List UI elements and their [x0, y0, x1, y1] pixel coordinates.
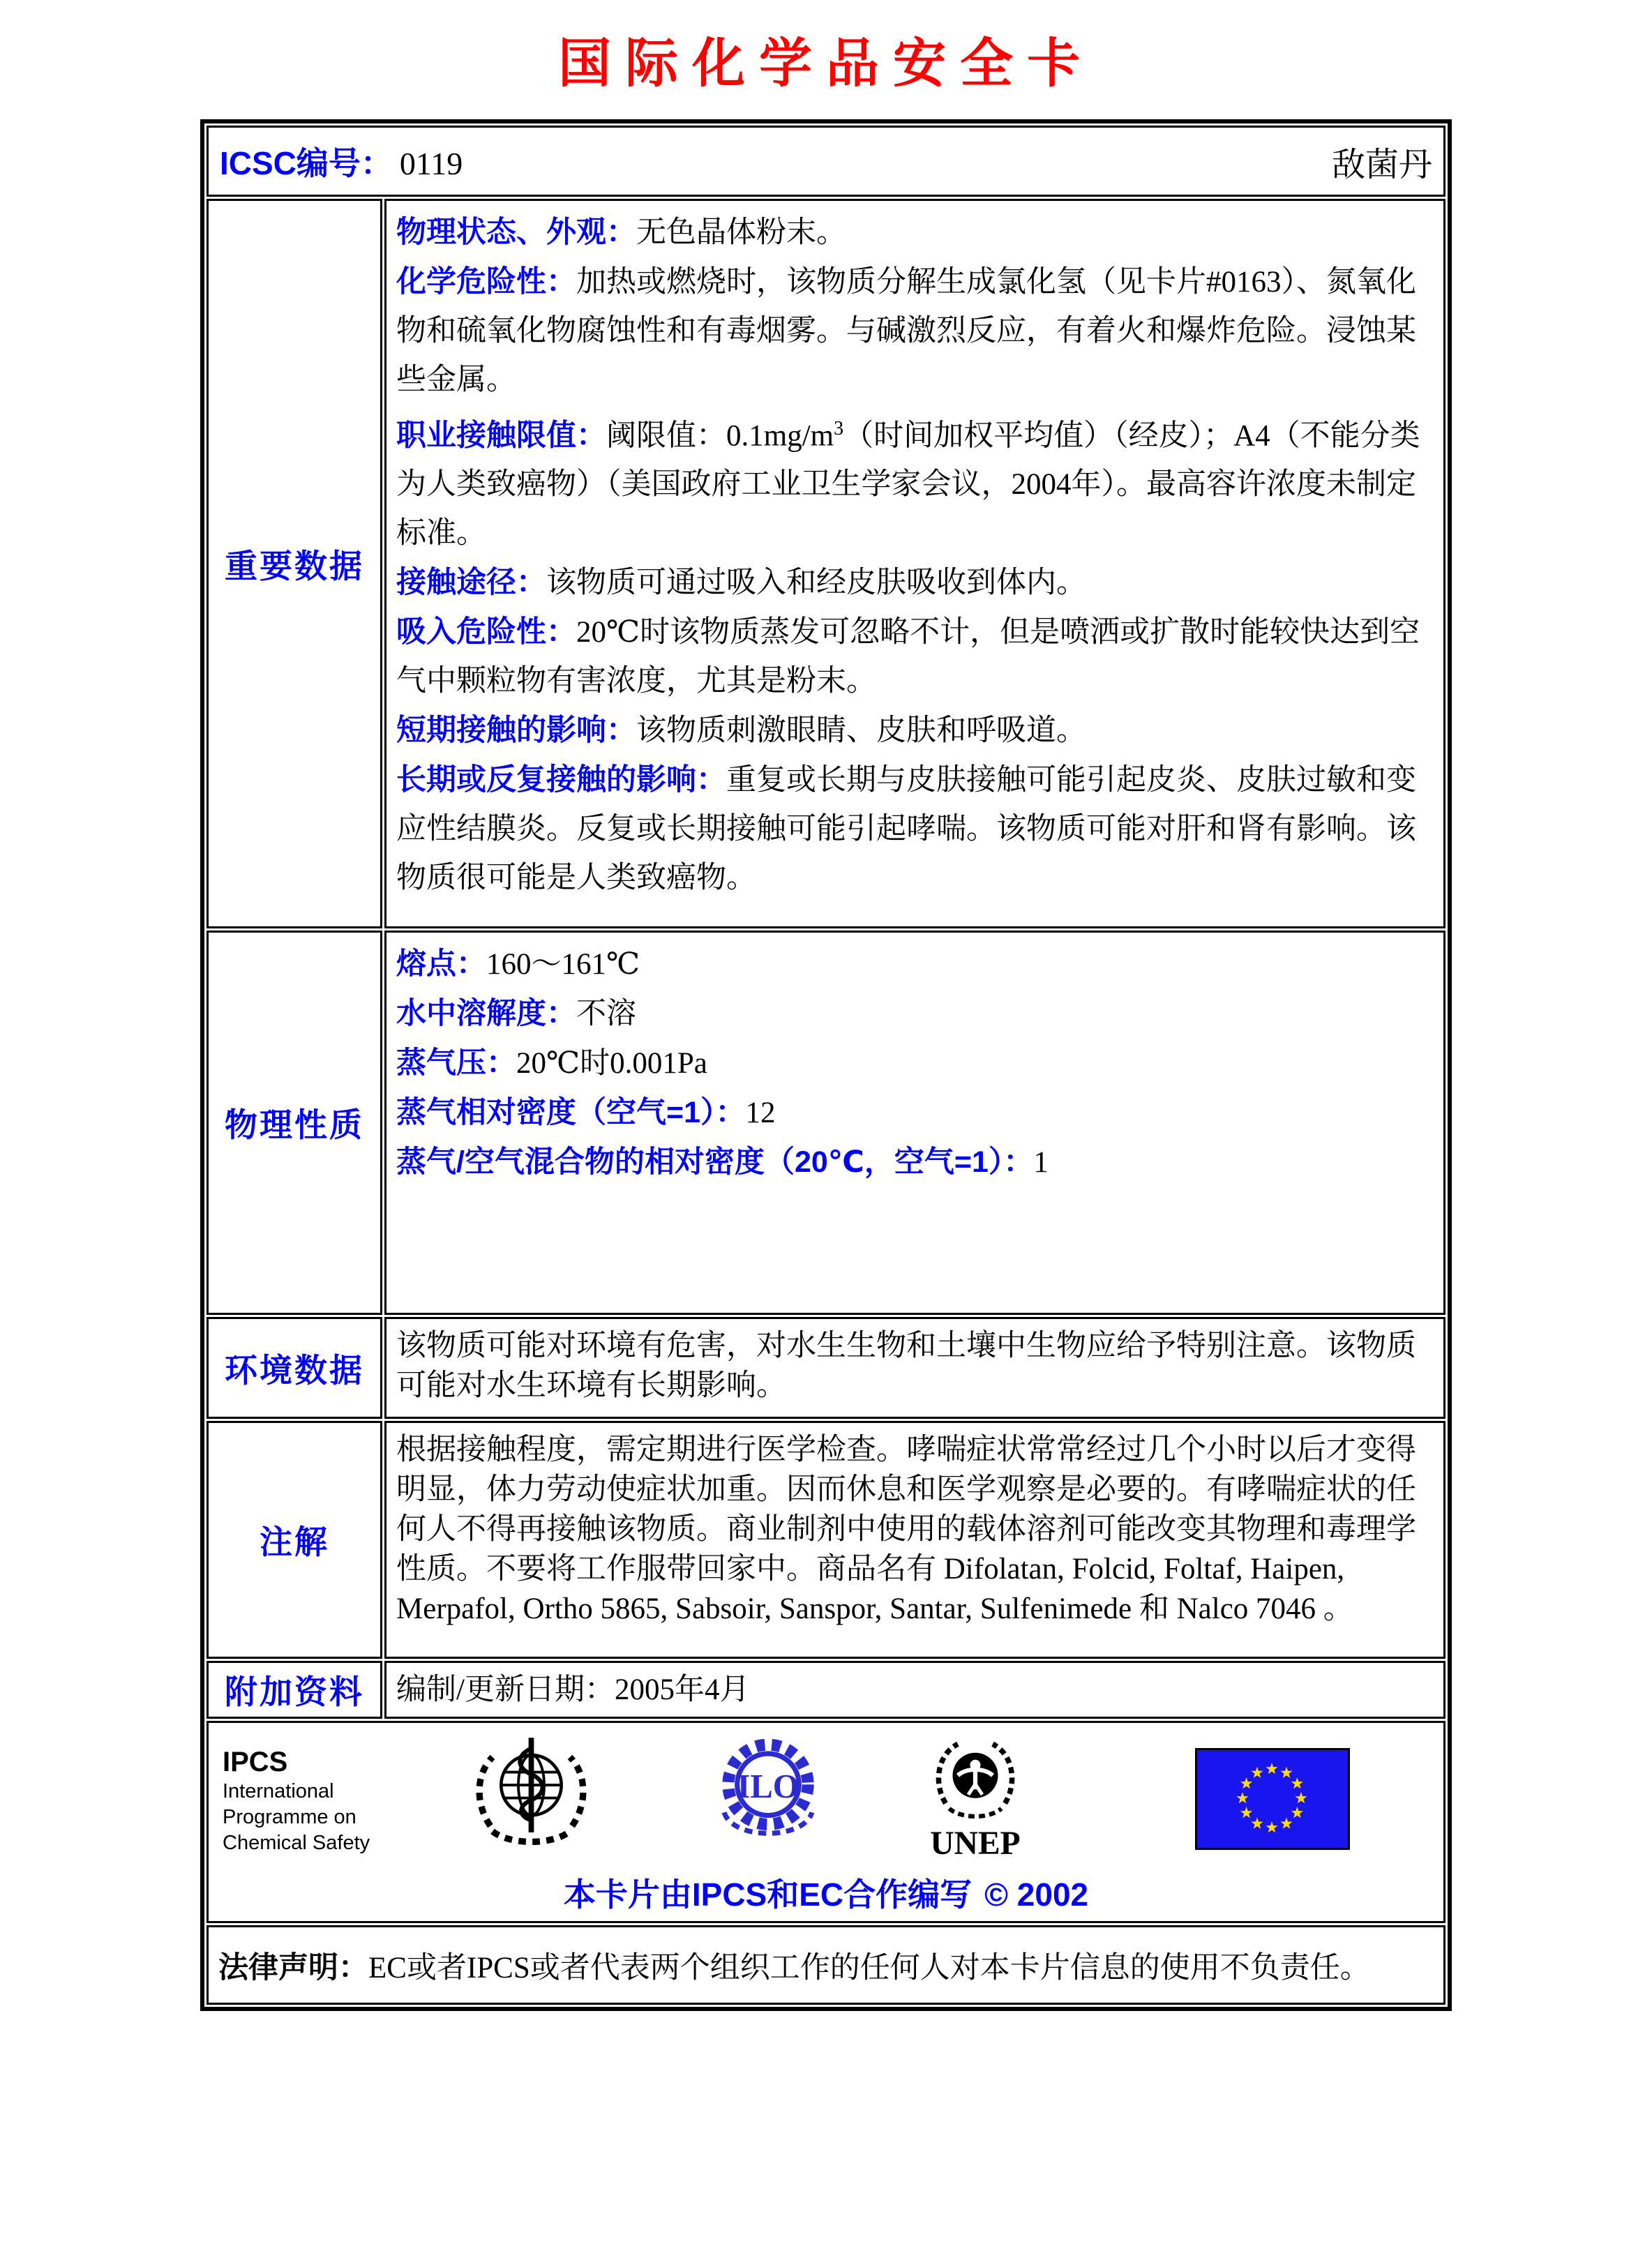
unep-logo-text: UNEP — [930, 1825, 1021, 1861]
header-cell — [206, 126, 1446, 197]
field-value: 12 — [745, 1097, 776, 1129]
field-label: 接触途径： — [396, 566, 546, 600]
caption-text: 本卡片由IPCS和EC合作编写 — [563, 1876, 973, 1913]
footer-caption — [216, 1869, 1436, 1915]
field-value: 160～161℃ — [486, 948, 640, 981]
field-long-term-effects — [396, 755, 1431, 903]
field-label: 吸入危险性： — [396, 615, 576, 649]
field-physical-state — [396, 208, 1431, 257]
notes-content — [384, 1421, 1446, 1659]
ipcs-line-2: Programme on — [223, 1806, 356, 1828]
update-date-text: 编制/更新日期：2005年4月 — [396, 1673, 750, 1706]
icsc-number-group — [220, 138, 463, 184]
additional-info-row — [206, 1661, 1446, 1719]
important-data-content — [384, 199, 1446, 928]
chemical-name: 敌菌丹 — [1331, 146, 1432, 183]
ipcs-line-3: Chemical Safety — [223, 1832, 370, 1854]
ipcs-title: IPCS — [223, 1747, 288, 1777]
section-label-notes: 注解 — [206, 1421, 382, 1659]
environment-text: 该物质可能对环境有危害，对水生生物和土壤中生物应给予特别注意。该物质可能对水生环境有长期影响。 — [396, 1330, 1416, 1402]
icsc-document-page — [0, 21, 1652, 2244]
ilo-logo-text: ILO — [737, 1767, 799, 1805]
icsc-card-table — [200, 119, 1452, 2011]
tlv-superscript: 3 — [834, 418, 844, 439]
field-chemical-danger — [396, 257, 1431, 405]
field-label: 熔点： — [396, 947, 486, 981]
notes-text: 根据接触程度，需定期进行医学检查。哮喘症状常常经过几个小时以后才变得明显，体力劳动使症状加重。因而休息和医学观察是必要的。有哮喘症状的任何人不得再接触该物质。商业制剂中使用的载体溶剂可能改变其物理和毒理学性质。不要将工作服带回家中。商品名有 Difolatan, Folcid, Foltaf, Haipen, Merpafol, Ortho 5865, Sabsoir, Sanspor, Santar, Sulfenimede 和 Nalco 7046 。 — [396, 1433, 1416, 1625]
additional-info-content — [384, 1661, 1446, 1719]
notes-row — [206, 1421, 1446, 1659]
logos-strip — [216, 1727, 1436, 1865]
icsc-number-label: ICSC编号： — [220, 145, 393, 181]
field-label: 短期接触的影响： — [396, 714, 636, 748]
field-label: 水中溶解度： — [396, 997, 576, 1030]
field-value: 重复或长期与皮肤接触可能引起皮炎、皮肤过敏和变应性结膜炎。反复或长期接触可能引起哮喘。该物质可能对肝和肾有影响。该物质很可能是人类致癌物。 — [396, 764, 1416, 895]
field-value: 不溶 — [576, 997, 636, 1030]
section-label-environment: 环境数据 — [206, 1317, 382, 1419]
physical-properties-row — [206, 931, 1446, 1315]
environment-data-content — [384, 1317, 1446, 1419]
field-vapor-air-density — [396, 1138, 1431, 1187]
physical-properties-content — [384, 931, 1446, 1315]
who-logo-icon — [467, 1731, 596, 1860]
section-label-physical: 物理性质 — [206, 931, 382, 1315]
eu-flag-icon — [1195, 1748, 1350, 1850]
section-label-additional: 附加资料 — [206, 1661, 382, 1719]
field-label: 职业接触限值： — [396, 419, 606, 453]
field-value-cont: （时间加权平均值）（经皮）；A4（不能分类为人类致癌物）（美国政府工业卫生学家会议，2004年）。最高容许浓度未制定标准。 — [396, 419, 1420, 550]
legal-label: 法律声明： — [218, 1950, 368, 1985]
legal-row — [206, 1925, 1446, 2005]
field-exposure-routes — [396, 558, 1431, 608]
field-value: 该物质刺激眼睛、皮肤和呼吸道。 — [636, 714, 1086, 748]
logos-cell — [206, 1721, 1446, 1923]
field-label: 蒸气相对密度（空气=1）： — [396, 1096, 746, 1129]
field-value: 无色晶体粉末。 — [636, 216, 846, 249]
field-value: 该物质可通过吸入和经皮肤吸收到体内。 — [546, 566, 1086, 600]
field-value: 20℃时该物质蒸发可忽略不计，但是喷洒或扩散时能较快达到空气中颗粒物有害浓度，尤其是粉末。 — [396, 616, 1420, 698]
copyright-text: © 2002 — [984, 1876, 1089, 1913]
legal-cell — [206, 1925, 1446, 2005]
field-value: 20℃时0.001Pa — [516, 1047, 707, 1080]
field-value: 加热或燃烧时，该物质分解生成氯化氢（见卡片#0163）、氮氧化物和硫氧化物腐蚀性和有毒烟雾。与碱激烈反应，有着火和爆炸危险。浸蚀某些金属。 — [396, 266, 1416, 396]
field-vapor-pressure — [396, 1039, 1431, 1088]
field-label: 长期或反复接触的影响： — [396, 763, 726, 797]
section-label-important: 重要数据 — [206, 199, 382, 928]
field-value: 1 — [1033, 1146, 1049, 1179]
ilo-logo-icon — [708, 1733, 828, 1858]
field-melting-point — [396, 940, 1431, 989]
field-vapor-density — [396, 1088, 1431, 1138]
important-data-row — [206, 199, 1446, 928]
environment-data-row — [206, 1317, 1446, 1419]
field-water-solubility — [396, 989, 1431, 1039]
legal-text: EC或者IPCS或者代表两个组织工作的任何人对本卡片信息的使用不负责任。 — [368, 1951, 1370, 1985]
field-label: 蒸气/空气混合物的相对密度（20℃，空气=1）： — [396, 1145, 1034, 1179]
header-row — [206, 126, 1446, 197]
ipcs-line-1: International — [223, 1780, 334, 1802]
field-short-term-effects — [396, 706, 1431, 755]
logos-row — [206, 1721, 1446, 1923]
field-exposure-limits — [396, 405, 1431, 558]
header-flex — [220, 137, 1432, 186]
icsc-number-value: 0119 — [399, 146, 463, 181]
page-title: 国际化学品安全卡 — [558, 34, 1094, 93]
field-label: 蒸气压： — [396, 1046, 516, 1080]
field-inhalation-risk — [396, 608, 1431, 706]
unep-logo-icon — [923, 1730, 1028, 1861]
ipcs-text-block — [223, 1745, 370, 1856]
field-value: 阈限值：0.1mg/m — [606, 419, 834, 453]
field-label: 化学危险性： — [396, 265, 576, 299]
field-label: 物理状态、外观： — [396, 216, 636, 249]
